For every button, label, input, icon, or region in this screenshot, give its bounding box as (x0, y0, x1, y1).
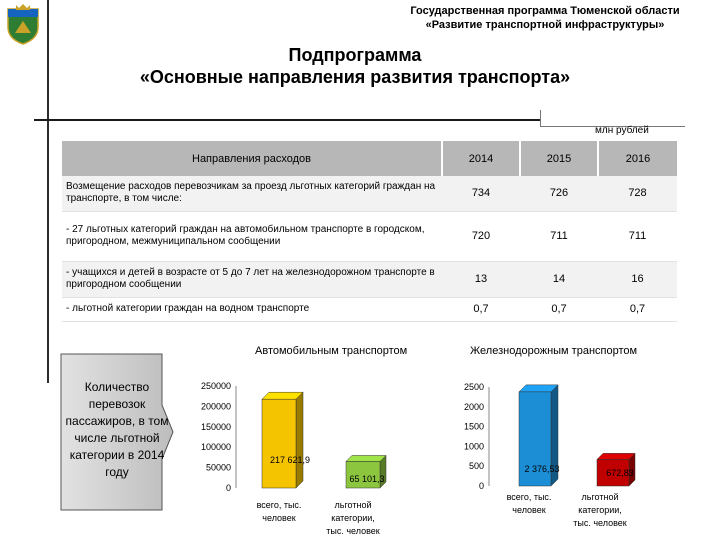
table-cell-value: 711 (520, 211, 598, 261)
table-header-directions: Направления расходов (62, 141, 442, 176)
unit-label: млн рублей (595, 125, 649, 136)
rail-y-tick-label: 500 (468, 461, 484, 472)
table-header-2015: 2015 (520, 141, 598, 176)
auto-y-tick-label: 0 (225, 483, 231, 493)
rail-data-label: 2 376,53 (524, 464, 560, 474)
auto-category-label: льготной (334, 500, 372, 510)
table-cell-label: - 27 льготных категорий граждан на автомобильном транспорте в городском, пригородном, межмуниципальном сообщении (62, 211, 442, 261)
auto-y-tick-label: 50000 (205, 462, 231, 473)
rail-category-label: категории, (578, 505, 622, 515)
table-cell-value: 0,7 (598, 297, 677, 321)
rail-y-tick-label: 1500 (463, 421, 484, 432)
rail-category-label: всего, тыс. (506, 492, 552, 502)
page-title-line2: «Основные направления развития транспорта» (139, 67, 571, 87)
page-title-line1: Подпрограмма (288, 45, 422, 65)
table-cell-value: 711 (598, 211, 677, 261)
rail-chart-title: Железнодорожным транспортом (470, 345, 638, 357)
auto-y-tick-label: 150000 (200, 421, 231, 432)
auto-bar-side (296, 392, 303, 488)
table-cell-label: - учащихся и детей в возрасте от 5 до 7 лет на железнодорожном транспорте в пригородном сообщении (62, 261, 442, 297)
auto-y-tick-label: 100000 (200, 442, 231, 453)
table-cell-value: 728 (598, 176, 677, 211)
auto-data-label: 217 621,9 (269, 455, 311, 465)
rail-category-label: тыс. человек (573, 518, 627, 528)
auto-bar-top (262, 392, 303, 399)
table-cell-value: 0,7 (442, 297, 520, 321)
rail-category-label: льготной (581, 492, 619, 502)
table-cell-label: - льготной категории граждан на водном транспорте (62, 297, 442, 321)
table-cell-value: 16 (598, 261, 677, 297)
table-cell-value: 726 (520, 176, 598, 211)
rail-y-tick-label: 0 (478, 481, 484, 491)
rail-bar-top (597, 453, 635, 459)
auto-category-label: всего, тыс. (256, 500, 302, 510)
auto-category-label: человек (262, 513, 296, 523)
auto-category-label: тыс. человек (326, 526, 380, 536)
auto-bar-total (262, 399, 296, 488)
table-header-2016: 2016 (598, 141, 677, 176)
program-header-line1: Государственная программа Тюменской области (410, 5, 680, 17)
rail-y-tick-label: 1000 (463, 441, 484, 452)
rail-data-label: 672,83 (606, 468, 634, 478)
auto-chart-title: Автомобильным транспортом (255, 345, 408, 357)
auto-bar-top (346, 455, 386, 461)
table-cell-value: 734 (442, 176, 520, 211)
rail-y-tick-label: 2500 (463, 382, 484, 392)
auto-y-tick-label: 200000 (200, 401, 231, 412)
rail-bar-top (519, 385, 558, 392)
table-cell-value: 13 (442, 261, 520, 297)
rail-y-tick-label: 2000 (463, 401, 484, 412)
auto-category-label: категории, (331, 513, 375, 523)
table-cell-value: 14 (520, 261, 598, 297)
program-header-line2: «Развитие транспортной инфраструктуры» (425, 19, 665, 31)
table-cell-value: 720 (442, 211, 520, 261)
table-header-2014: 2014 (442, 141, 520, 176)
callout-text: Количество перевозок пассажиров, в том числе льготной категории в 2014 году (65, 380, 169, 479)
auto-y-tick-label: 250000 (200, 381, 231, 391)
auto-data-label: 65 101,3 (349, 474, 385, 484)
rail-category-label: человек (512, 505, 546, 515)
table-cell-value: 0,7 (520, 297, 598, 321)
table-cell-label: Возмещение расходов перевозчикам за проезд льготных категорий граждан на транспорте, в том числе: (62, 176, 442, 211)
